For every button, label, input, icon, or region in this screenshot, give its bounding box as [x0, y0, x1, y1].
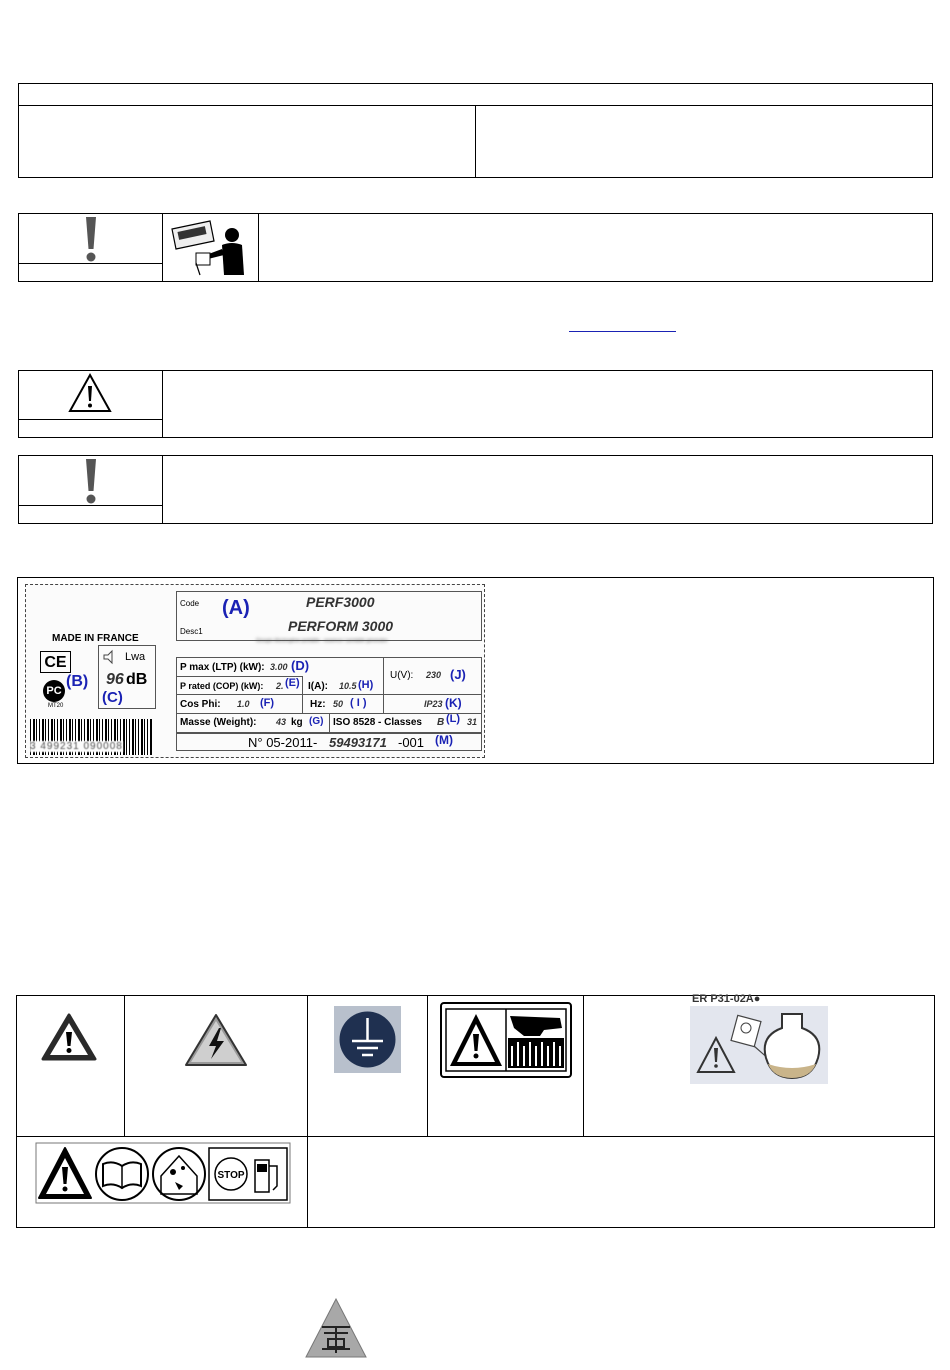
- serial-suffix: -001: [398, 735, 425, 750]
- ce-mark: CE: [40, 651, 71, 673]
- notice-block-3: [18, 455, 933, 524]
- cosphi-label: Cos Phi:: [180, 699, 221, 710]
- marker-l: (L): [446, 713, 461, 725]
- code-label: Code: [180, 599, 200, 608]
- lwa-label: Lwa: [125, 651, 146, 663]
- barcode-digits: 3 499231 090008: [30, 741, 123, 752]
- certification-triangle-icon: [304, 1297, 368, 1359]
- marker-h: (H): [358, 679, 374, 691]
- rating-plate: [25, 584, 485, 758]
- pmax-label: P max (LTP) (kW):: [180, 662, 265, 673]
- warning-triangle-icon: [67, 372, 113, 414]
- header-column-divider: [475, 105, 476, 178]
- db-unit: dB: [126, 671, 148, 688]
- iso-tail: 31: [467, 717, 478, 727]
- marker-j: (J): [450, 667, 466, 682]
- uv-label: U(V):: [390, 670, 414, 681]
- marker-i: ( I ): [350, 697, 367, 709]
- uv-value: 230: [426, 670, 442, 680]
- person-reading-label-icon: [166, 215, 254, 279]
- masse-value: 43: [276, 717, 287, 727]
- ia-label: I(A):: [308, 681, 328, 692]
- desc-value: PERFORM 3000: [288, 618, 394, 634]
- masse-unit: kg: [291, 717, 303, 728]
- marker-m: (M): [435, 733, 453, 747]
- exclamation-icon: [78, 215, 104, 263]
- masse-label: Masse (Weight):: [180, 717, 257, 728]
- rc-mark: PC: [43, 680, 65, 702]
- ia-value: 10.5: [339, 681, 357, 691]
- prated-label: P rated (COP) (kW):: [180, 681, 264, 691]
- link-underline[interactable]: [569, 331, 676, 332]
- hz-label: Hz:: [310, 699, 326, 710]
- read-manual-safety-strip: [35, 1142, 291, 1204]
- earth-ground-icon: [334, 1006, 401, 1073]
- iso-value: B: [437, 717, 445, 728]
- oil-level-icon: [690, 1006, 828, 1084]
- marker-f: (F): [260, 697, 275, 709]
- marker-e: (E): [285, 677, 300, 689]
- stop-label: STOP: [217, 1170, 245, 1181]
- marker-c: (C): [102, 689, 123, 706]
- db-value: 96: [106, 671, 124, 688]
- marker-k: (K): [445, 696, 462, 710]
- exclamation-icon: [78, 457, 104, 505]
- notice-block-2: [18, 370, 933, 438]
- marker-g: (G): [309, 716, 324, 727]
- marker-a: (A): [222, 597, 250, 619]
- desc-small: Groupe électrogène portable - essence / portable generator: [256, 638, 388, 644]
- code-value: PERF3000: [306, 594, 375, 610]
- marker-b: (B): [66, 673, 89, 690]
- serial-prefix: N° 05-2011-: [248, 735, 318, 750]
- electrical-hazard-icon: [183, 1012, 249, 1068]
- iso-label: ISO 8528 - Classes: [333, 717, 422, 728]
- hz-value: 50: [333, 699, 344, 709]
- serial-mid: 59493171: [329, 735, 387, 750]
- er-label: ER P31-02A●: [692, 993, 761, 1005]
- mt-label: MT20: [48, 703, 64, 709]
- notice-block-1: [18, 213, 933, 282]
- desc-label: Desc1: [180, 627, 203, 636]
- made-in-label: MADE IN FRANCE: [52, 633, 139, 644]
- prated-value: 2.: [276, 681, 284, 691]
- ip-value: IP23: [424, 699, 443, 709]
- pmax-value: 3.00: [270, 662, 288, 672]
- speaker-icon: [102, 649, 118, 665]
- marker-d: (D): [291, 658, 310, 673]
- general-warning-icon: [40, 1012, 98, 1062]
- hot-surface-warning-icon: [440, 1002, 572, 1078]
- cosphi-value: 1.0: [237, 699, 250, 709]
